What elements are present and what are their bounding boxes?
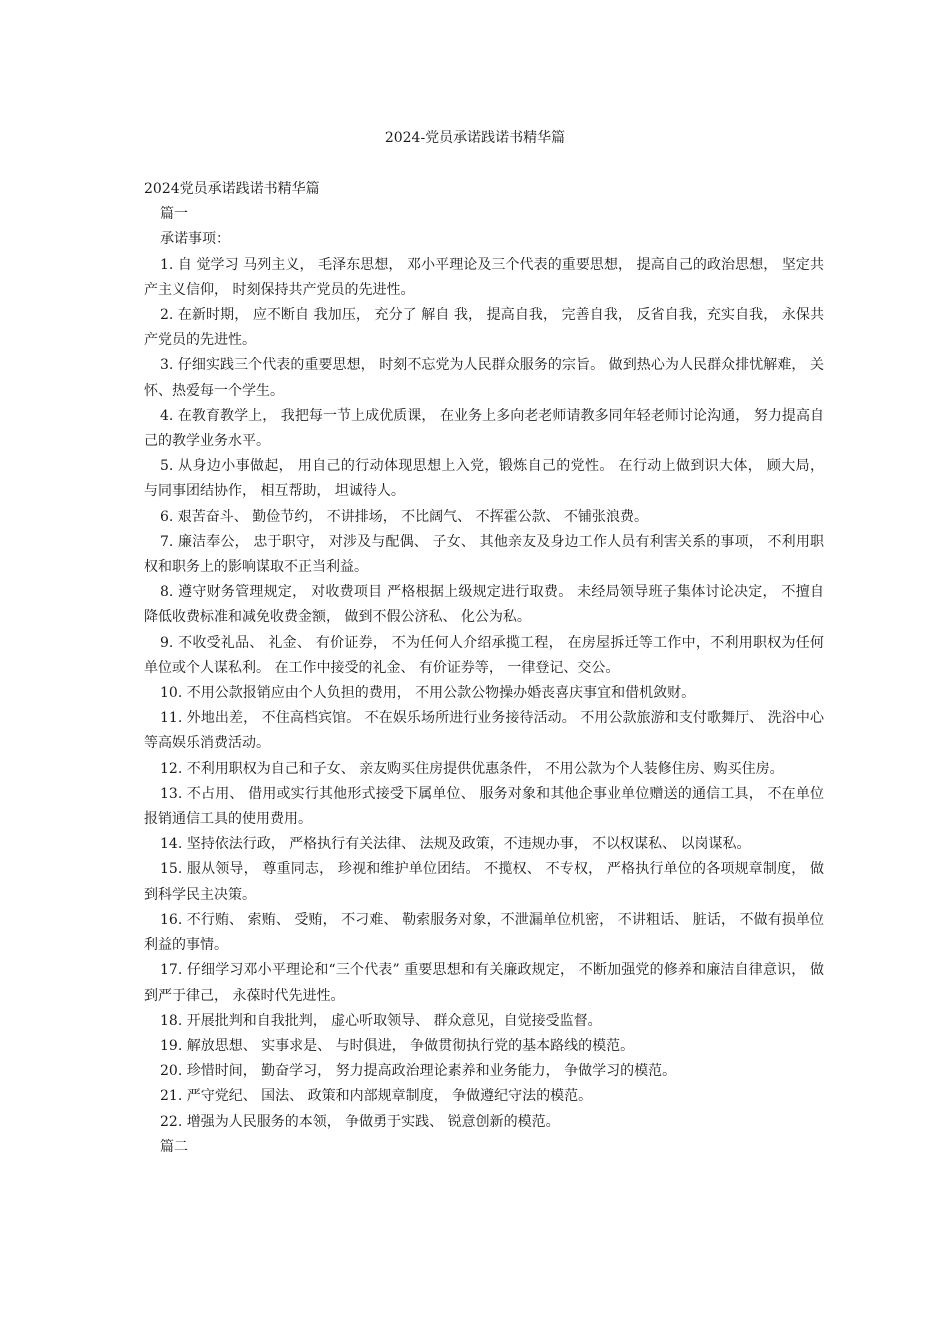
commitment-item: 4. 在教育教学上， 我把每一节上成优质课， 在业务上多向老老师请教多同年轻老师讨论沟通， 努力提高自己的教学业务水平。: [144, 407, 824, 450]
commitment-item: 18. 开展批判和自我批判， 虚心听取领导、 群众意见，自觉接受监督。: [160, 1012, 602, 1029]
commitment-item: 21. 严守党纪、 国法、 政策和内部规章制度， 争做遵纪守法的模范。: [160, 1088, 593, 1105]
commitment-item: 9. 不收受礼品、 礼金、 有价证券， 不为任何人介绍承揽工程， 在房屋拆迁等工作中，不利用职权为任何单位或个人谋私利。 在工作中接受的礼金、 有价证券等， 一律登记、交公。: [144, 634, 824, 676]
commitment-item: 19. 解放思想、 实事求是、 与时俱进， 争做贯彻执行党的基本路线的模范。: [160, 1037, 635, 1054]
document-subtitle: 2024党员承诺践诺书精华篇: [144, 181, 320, 197]
commitment-item: 20. 珍惜时间， 勤奋学习， 努力提高政治理论素养和业务能力， 争做学习的模范。: [160, 1063, 677, 1080]
commitment-item: 12. 不利用职权为自己和子女、 亲友购买住房提供优惠条件， 不用公款为个人装修住房、购买住房。: [160, 760, 784, 777]
commitment-item: 2. 在新时期， 应不断自 我加压， 充分了 解自 我， 提高自我， 完善自我， 反省自我，充实自我， 永保共产党员的先进性。: [144, 307, 824, 349]
commitment-item: 22. 增强为人民服务的本领， 争做勇于实践、 锐意创新的模范。: [160, 1113, 560, 1130]
commitment-item: 14. 坚持依法行政， 严格执行有关法律、 法规及政策，不违规办事， 不以权谋私、 以岗谋私。: [160, 836, 751, 853]
section-heading-1: 篇一: [160, 206, 188, 223]
commitment-item: 5. 从身边小事做起， 用自己的行动体现思想上入党，锻炼自己的党性。 在行动上做到识大体， 顾大局， 与同事团结协作， 相互帮助， 坦诚待人。: [144, 458, 824, 500]
section-heading-2: 篇二: [160, 1138, 188, 1155]
commitment-item: 17. 仔细学习邓小平理论和“三个代表” 重要思想和有关廉政规定， 不断加强党的修养和廉洁自律意识， 做到严于律己， 永葆时代先进性。: [144, 962, 824, 1004]
document-body: [144, 177, 824, 1160]
commitment-item: 7. 廉洁奉公， 忠于职守， 对涉及与配偶、 子女、 其他亲友及身边工作人员有利害关系的事项， 不利用职权和职务上的影响谋取不正当利益。: [144, 533, 824, 576]
commitment-item: 8. 遵守财务管理规定， 对收费项目 严格根据上级规定进行取费。 未经局领导班子集体讨论决定， 不擅自降低收费标准和减免收费金额， 做到不假公济私、 化公为私。: [144, 584, 824, 626]
commitment-item: 13. 不占用、 借用或实行其他形式接受下属单位、 服务对象和其他企事业单位赠送的通信工具， 不在单位报销通信工具的使用费用。: [144, 785, 824, 828]
commitments-heading: 承诺事项：: [160, 231, 230, 248]
commitment-item: 6. 艰苦奋斗、 勤俭节约， 不讲排场， 不比阔气、 不挥霍公款、 不铺张浪费。: [160, 508, 649, 525]
commitment-item: 10. 不用公款报销应由个人负担的费用， 不用公款公物操办婚丧喜庆事宜和借机敛财。: [160, 685, 696, 702]
commitment-item: 1. 自 觉学习 马列主义， 毛泽东思想， 邓小平理论及三个代表的重要思想， 提高自己的政治思想， 坚定共产主义信仰， 时刻保持共产党员的先进性。: [144, 256, 824, 298]
commitment-item: 15. 服从领导， 尊重同志， 珍视和维护单位团结。 不揽权、 不专权， 严格执行单位的各项规章制度， 做到科学民主决策。: [144, 861, 824, 903]
document-title: 2024-党员承诺践诺书精华篇: [384, 130, 566, 146]
commitment-item: 11. 外地出差， 不住高档宾馆。 不在娱乐场所进行业务接待活动。 不用公款旅游和支付歌舞厅、 洗浴中心等高娱乐消费活动。: [144, 710, 824, 752]
commitment-item: 3. 仔细实践三个代表的重要思想， 时刻不忘党为人民群众服务的宗旨。 做到热心为人民群众排忧解难， 关怀、热爱每一个学生。: [144, 357, 824, 399]
commitment-item: 16. 不行贿、 索贿、 受贿， 不刁难、 勒索服务对象，不泄漏单位机密， 不讲粗话、 脏话， 不做有损单位利益的事情。: [144, 911, 824, 954]
